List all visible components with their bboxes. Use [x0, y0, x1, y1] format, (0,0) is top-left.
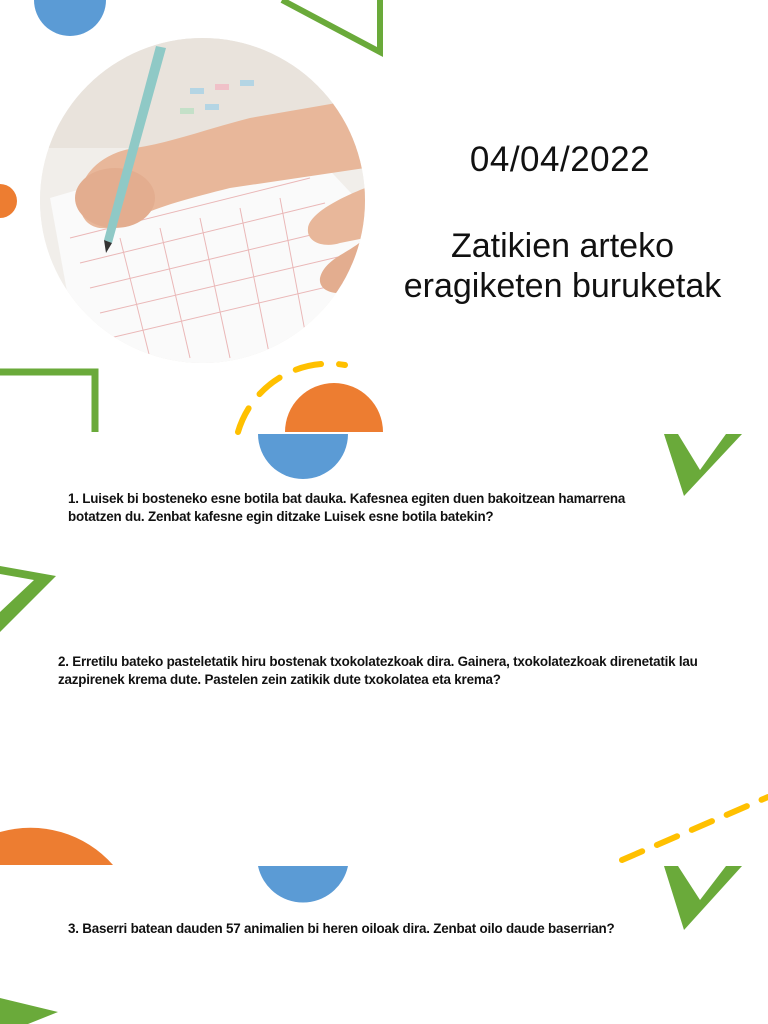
green-triangle-bottom-left — [0, 998, 58, 1024]
page-title — [370, 226, 755, 306]
blue-half-circle-mid — [258, 434, 348, 479]
orange-half-circle-bottom — [0, 828, 113, 865]
green-triangle-top — [282, 0, 380, 52]
question-1-line-1: 1. Luisek bi bosteneko esne botila bat dauka. Kafesnea egiten duen bakoitzean hamarrena — [68, 491, 626, 506]
yellow-dashed-line — [622, 797, 768, 860]
blue-half-circle-bottom — [258, 866, 348, 902]
orange-half-circle-left — [0, 184, 17, 218]
green-check-right-top — [664, 434, 742, 496]
child-writing-photo — [40, 38, 365, 363]
green-corner-left — [0, 372, 95, 432]
question-2-line-1: 2. Erretilu bateko pasteletatik hiru bostenak txokolatezkoak dira. Gainera, txokolatezkoak direnetatik lau — [58, 654, 698, 669]
photo-illustration — [40, 38, 365, 363]
question-1-line-2: botatzen du. Zenbat kafesne egin ditzake Luisek esne botila batekin? — [68, 509, 494, 524]
question-3 — [68, 920, 718, 938]
title-line-1: Zatikien arteko — [451, 227, 674, 265]
title-line-2: eragiketen buruketak — [403, 267, 722, 305]
question-3-line-1: 3. Baserri batean dauden 57 animalien bi heren oiloak dira. Zenbat oilo daude baserrian? — [68, 921, 615, 936]
orange-half-circle-mid — [285, 383, 383, 432]
date-heading: 04/04/2022 — [469, 140, 651, 179]
question-2-line-2: zazpirenek krema dute. Pastelen zein zatikik dute txokolatea eta krema? — [58, 672, 501, 687]
blue-half-circle-top — [34, 0, 106, 36]
question-2 — [58, 653, 698, 689]
question-1 — [68, 490, 658, 526]
green-triangle-left — [0, 566, 56, 632]
